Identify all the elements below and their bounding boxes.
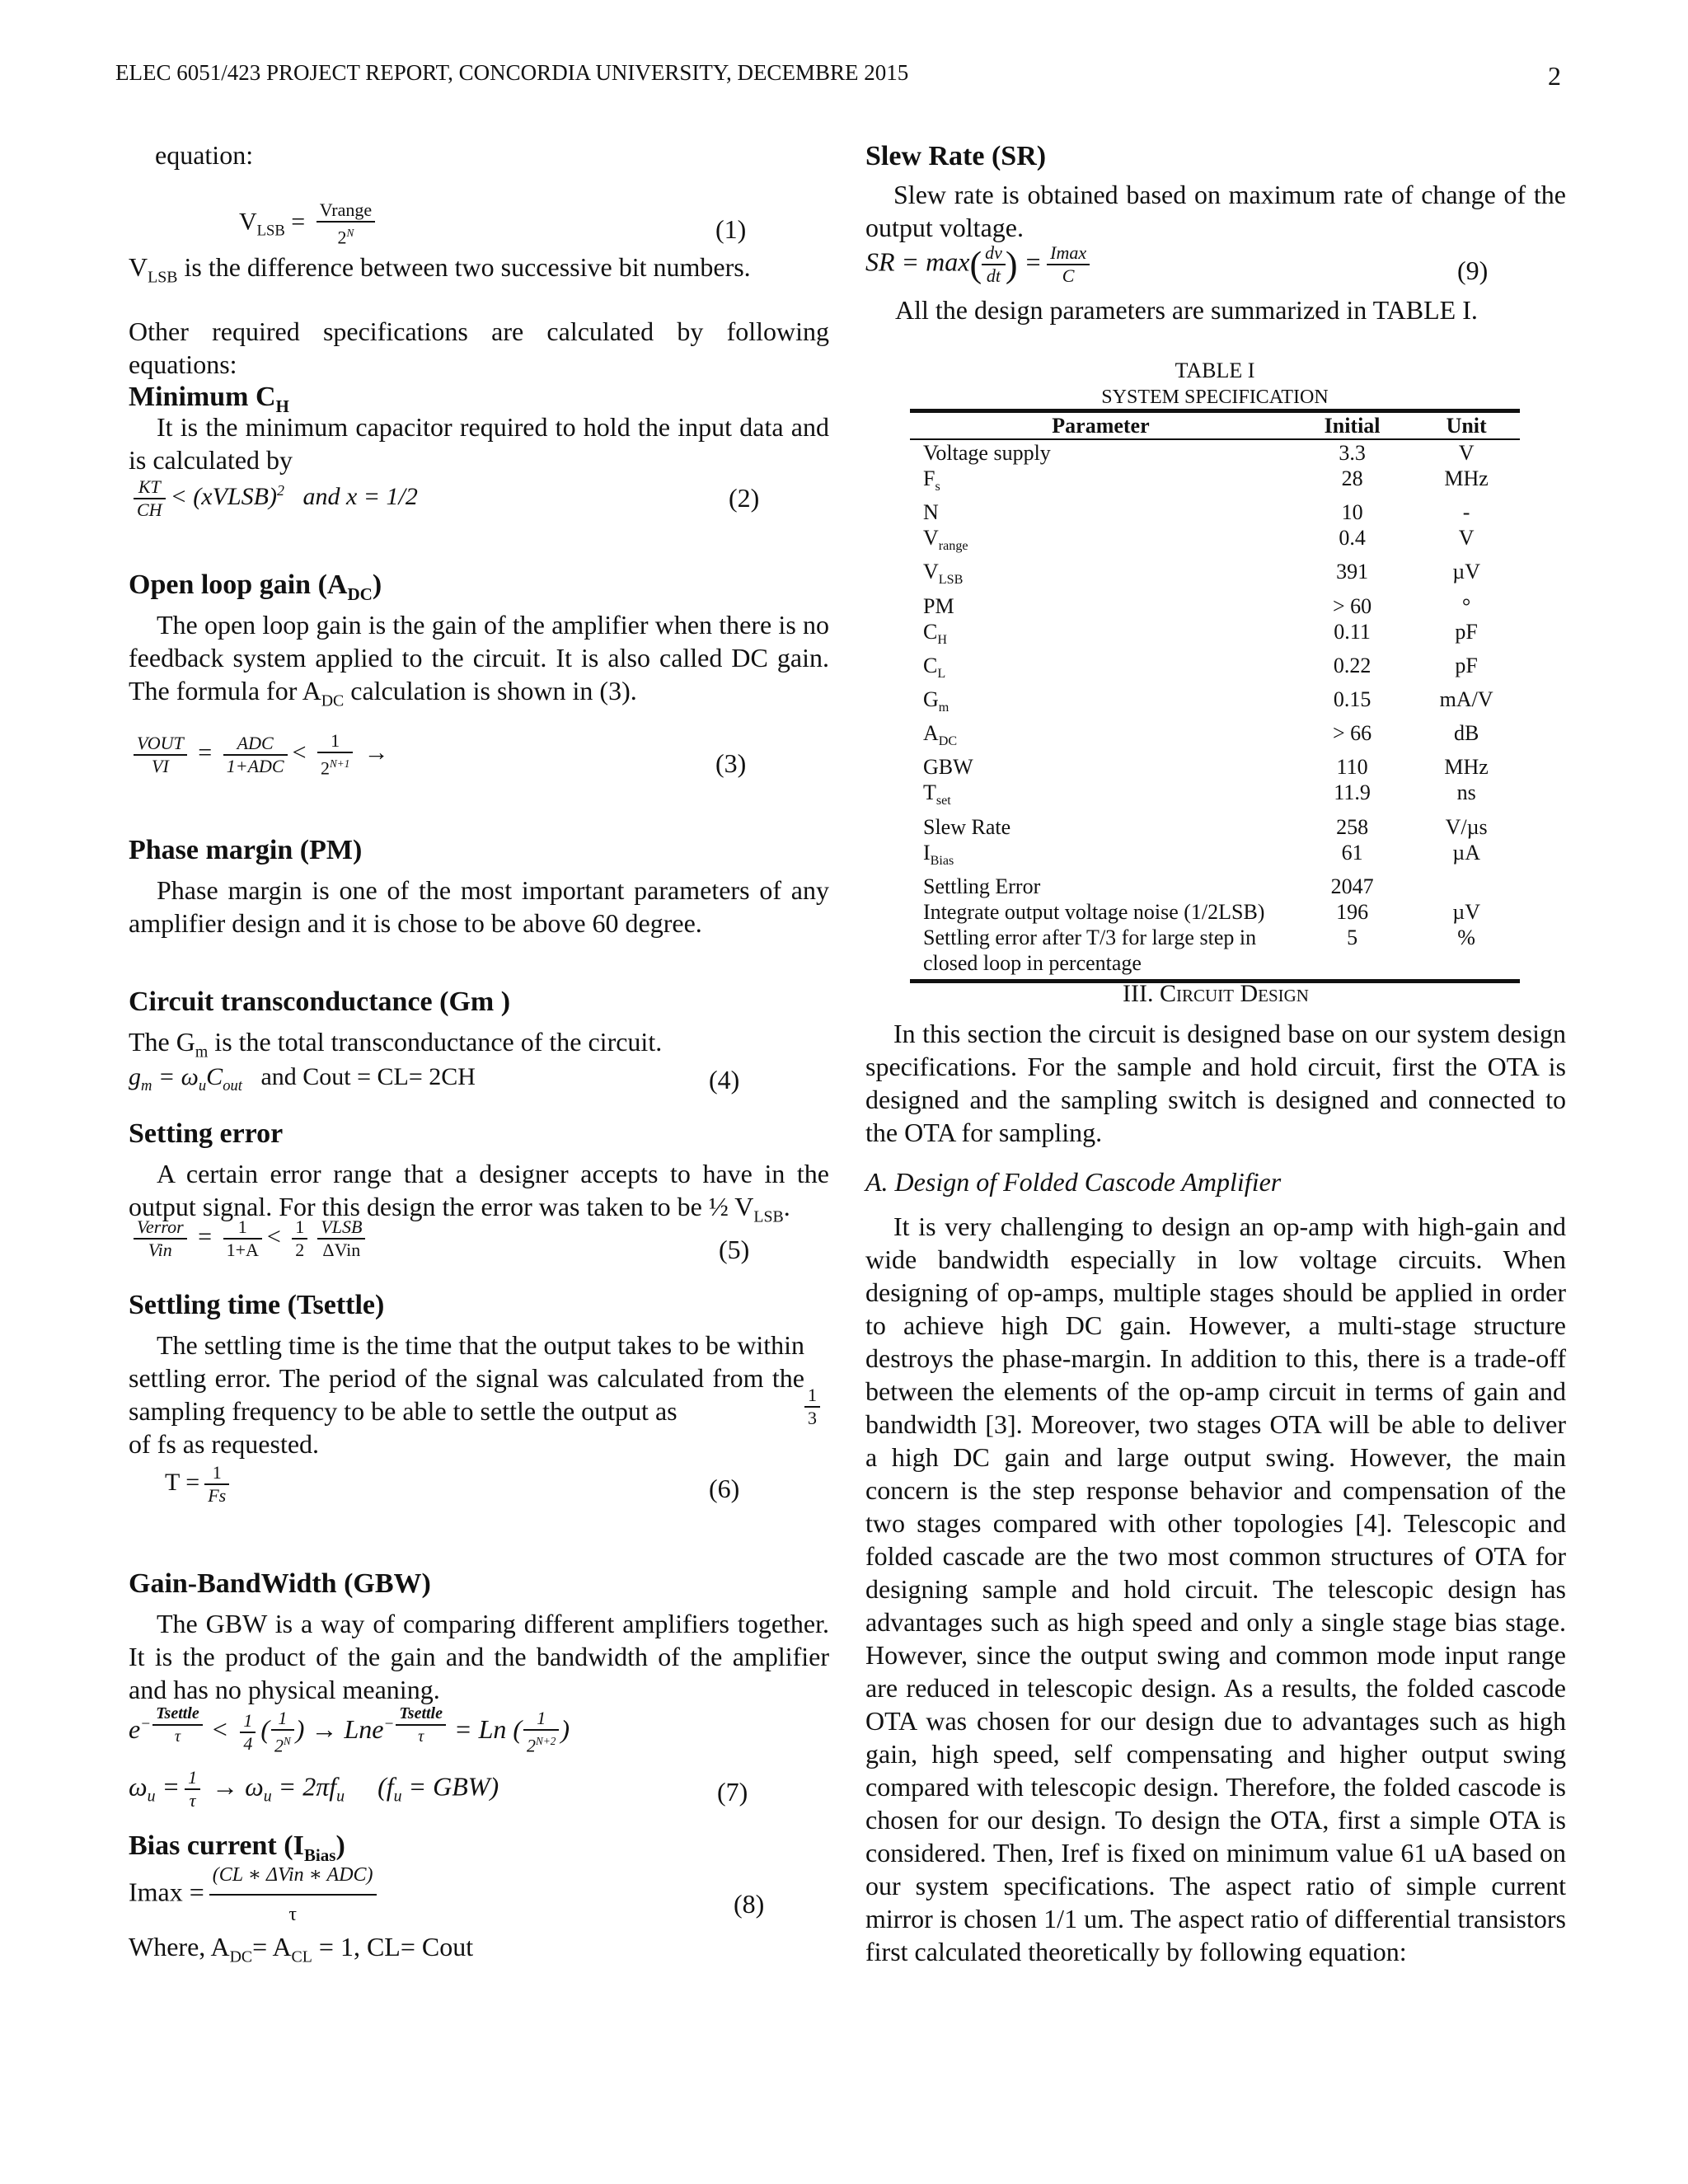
table-cell-unit: ns xyxy=(1456,780,1476,805)
where-line: Where, $A_{DC}= A_{CL} = 1$, CL= Cout xyxy=(129,1932,474,1966)
settling-time-text-end: of fs as requested. xyxy=(129,1429,320,1459)
table-cell-parameter: $F_s$ xyxy=(923,466,940,494)
bias-current-heading: Bias current $(I_{Bias})$ xyxy=(129,1830,345,1865)
table-cell-unit: V xyxy=(1458,526,1475,551)
table-cell-initial: 0.15 xyxy=(1333,687,1372,711)
table-cell-parameter: PM xyxy=(923,593,954,618)
table-cell-initial: 196 xyxy=(1336,899,1369,924)
table-cell-initial: 391 xyxy=(1336,560,1369,584)
equation-9: SR = max( $\frac{dv}{dt}$ ) = $\frac{Imax}{C}$ xyxy=(865,242,1095,287)
slew-rate-heading: Slew Rate (SR) xyxy=(865,141,1047,171)
table-cell-unit: MHz xyxy=(1444,755,1489,780)
table-caption: SYSTEM SPECIFICATION xyxy=(1101,387,1329,408)
setting-error-heading: Setting error xyxy=(129,1118,284,1149)
table-cell-unit: MHz xyxy=(1444,466,1489,490)
table-cell-unit: pF xyxy=(1455,653,1478,677)
table-cell-unit: pF xyxy=(1455,619,1478,644)
equation-9-label: (9) xyxy=(1457,255,1489,285)
table-cell-unit: - xyxy=(1462,500,1470,525)
table-cell-parameter: Settling Error xyxy=(923,874,1041,898)
equation-1-label: (1) xyxy=(715,214,747,244)
table-row xyxy=(910,653,1520,687)
subsection-text: It is very challenging to design an op-amp with high-gain and wide bandwidth especially in low voltage circuits. When designing of op-amps, multiple stages should be applied in order to achieve high DC gain. However, a multi-stage structure destroys the phase-margin. In addition to this, there is a trade-off between the elements of the op-amp circuit in terms of gain and bandwidth [3]. Moreover, two stages OTA will be able to deliver a high DC gain and large output swing. However, the main concern is the step response behavior and compensation of the two stages compared with other topologies [4]. Telescopic and folded cascade are the two most common structures of OTA for designing sample and hold circuit. The telescopic design has advantages such as high speed and only a single stage bias stage. However, since the output swing and common mode input range are reduced in telescopic design. As a results, the folded cascode OTA was chosen for our design due to advantages such as high gain, high speed, self compensating and higher output swing compared with telescopic design. Therefore, the folded cascode is chosen for our design. To design the OTA, first a simple OTA is considered. Then, Iref is fixed on minimum value 61 uA based on our system specifications. The aspect ratio of simple current mirror is chosen 1/1 um. The aspect ratio of differential transistors first calculated theoretically by following equation: xyxy=(865,1212,1566,1966)
table-header-parameter: Parameter xyxy=(910,411,1292,440)
table-cell-parameter: Integrate output voltage noise (1/2LSB) xyxy=(923,899,1265,924)
subsection-heading: A. Design of Folded Cascode Amplifier xyxy=(865,1167,1282,1197)
table-cell-unit: µA xyxy=(1452,840,1481,865)
table-cell-parameter: $I_{Bias}$ xyxy=(923,840,954,868)
equation-8: Imax = $\frac{\text{(CL ∗ ΔVin ∗ ADC)}}{\tau}$ xyxy=(129,1864,382,1925)
gbw-heading: Gain-BandWidth (GBW) xyxy=(129,1568,431,1599)
table-cell-unit: µV xyxy=(1452,560,1481,584)
table-cell-unit: dB xyxy=(1453,721,1479,746)
table-cell-parameter: Settling error after T/3 for large step in closed loop in percentage xyxy=(910,925,1292,982)
table-cell-unit xyxy=(1413,874,1520,899)
settling-time-fraction: $\frac{1}{3}$ xyxy=(804,1385,820,1429)
table-cell-unit: V/µs xyxy=(1445,814,1488,839)
specification-table xyxy=(910,409,1520,983)
equation-2: $\frac{KT}{CH}$ < (xVLSB)$^2$ and x = 1/2 xyxy=(129,476,418,521)
table-cell-parameter: $G_m$ xyxy=(923,687,950,715)
table-row xyxy=(910,525,1520,559)
table-cell-parameter: $T_{set}$ xyxy=(923,780,951,808)
table-cell-parameter: $V_{range}$ xyxy=(923,526,968,554)
table-cell-initial: 3.3 xyxy=(1339,441,1366,465)
vlsb-definition: $V_{LSB}$ is the difference between two successive bit numbers. xyxy=(129,252,751,287)
minimum-ch-text: It is the minimum capacitor required to hold the input data and is calculated by xyxy=(129,412,829,475)
table-row xyxy=(910,899,1520,925)
table-cell-parameter: $A_{DC}$ xyxy=(923,721,958,749)
table-cell-parameter: Slew Rate xyxy=(923,814,1011,839)
table-cell-initial: 5 xyxy=(1292,925,1413,982)
table-row xyxy=(910,720,1520,754)
table-cell-initial: 11.9 xyxy=(1334,780,1371,805)
table-row xyxy=(910,559,1520,593)
table-row xyxy=(910,840,1520,874)
table-cell-initial: 61 xyxy=(1341,840,1363,865)
table-cell-initial: 0.4 xyxy=(1339,526,1366,551)
table-cell-parameter: $V_{LSB}$ xyxy=(923,560,964,588)
running-title: ELEC 6051/423 PROJECT REPORT, CONCORDIA UNIVERSITY, DECEMBRE 2015 xyxy=(115,60,909,85)
table-header-unit: Unit xyxy=(1413,411,1520,440)
equation-8-label: (8) xyxy=(734,1889,765,1919)
table-cell-initial: 0.11 xyxy=(1334,619,1371,644)
table-header-row xyxy=(910,411,1520,440)
table-cell-initial: 0.22 xyxy=(1333,653,1372,677)
table-cell-parameter: GBW xyxy=(923,755,973,780)
table-row xyxy=(910,466,1520,499)
equation-intro: equation: xyxy=(155,140,254,170)
table-label: TABLE I xyxy=(1175,359,1255,382)
table-row xyxy=(910,619,1520,653)
settling-time-heading: Settling time (Tsettle) xyxy=(129,1290,385,1320)
equation-5-label: (5) xyxy=(719,1235,750,1264)
transconductance-heading: Circuit transconductance (Gm ) xyxy=(129,987,511,1017)
setting-error-text: A certain error range that a designer accepts to have in the output signal. For this design the error was taken to be ½ $V_{LSB}$. xyxy=(129,1159,829,1226)
equation-1: $V_{LSB}$ = $\frac{\text{Vrange}}{2^N}$ xyxy=(239,199,380,248)
table-row xyxy=(910,439,1520,466)
table-cell-initial: 258 xyxy=(1336,814,1369,839)
table-cell-unit: mA/V xyxy=(1439,687,1493,711)
table-cell-unit: V xyxy=(1458,441,1475,465)
transconductance-text: The $G_m$ is the total transconductance of the circuit. xyxy=(129,1027,663,1062)
equation-3: $\frac{\text{VOUT}}{VI}$ = $\frac{\text{ADC}}{\text{1+ADC}}$ < $\frac{1}{2^{N+1}}$ → xyxy=(129,730,389,779)
table-cell-initial: 28 xyxy=(1341,466,1363,490)
equation-4-label: (4) xyxy=(709,1065,740,1094)
table-cell-parameter: N xyxy=(923,500,939,525)
table-cell-unit: % xyxy=(1413,925,1520,982)
equation-5: $\frac{\text{Verror}}{\text{Vin}}$ = $\frac{1}{1+A}$ < $\frac{1}{2}$ $\frac{\text{VLSB}}{\text{ΔVin}}$ xyxy=(129,1216,370,1261)
table-cell-parameter: $C_H$ xyxy=(923,619,947,647)
equation-3-label: (3) xyxy=(715,748,747,778)
table-row xyxy=(910,925,1520,982)
table-cell-initial: > 60 xyxy=(1332,593,1372,618)
equation-6: T = $\frac{1}{Fs}$ xyxy=(165,1462,234,1507)
table-cell-initial: > 66 xyxy=(1332,721,1372,746)
section-text: In this section the circuit is designed base on our system design specifications. For the sample and hold circuit, first the OTA is designed and the sampling switch is designed and connected to the OTA for sampling. xyxy=(865,1019,1566,1147)
table-cell-unit: ° xyxy=(1461,593,1471,618)
table-summary-text: All the design parameters are summarized in TABLE I. xyxy=(895,295,1478,325)
table-row xyxy=(910,814,1520,840)
table-cell-initial: 10 xyxy=(1341,500,1363,525)
open-loop-gain-heading: Open loop gain $(A_{DC})$ xyxy=(129,569,382,604)
equation-6-label: (6) xyxy=(709,1474,740,1503)
gbw-text: The GBW is a way of comparing different amplifiers together. It is the product of the gain and the bandwidth of the amplifier and has no physical meaning. xyxy=(129,1609,829,1704)
phase-margin-heading: Phase margin (PM) xyxy=(129,835,363,865)
equation-2-label: (2) xyxy=(729,483,760,513)
table-row xyxy=(910,593,1520,619)
table-cell-unit: µV xyxy=(1452,899,1481,924)
table-cell-initial: 110 xyxy=(1336,755,1368,780)
other-specs-text: Other required specifications are calculated by following equations: xyxy=(129,316,829,379)
table-row xyxy=(910,499,1520,525)
equation-7b: $\omega_u$ = $\frac{1}{\tau}$ → $\omega_u = 2\pi f_u$ $(f_u = GBW)$ xyxy=(129,1767,499,1811)
settling-time-text: The settling time is the time that the output takes to be within settling error. The period of the signal was calculated from the sampling frequency to be able to settle the output as xyxy=(129,1330,804,1426)
section-heading: III. Circuit Design xyxy=(1123,980,1309,1007)
slew-rate-text: Slew rate is obtained based on maximum rate of change of the output voltage. xyxy=(865,180,1566,242)
table-row xyxy=(910,874,1520,899)
phase-margin-text: Phase margin is one of the most important parameters of any amplifier design and it is chose to be above 60 degree. xyxy=(129,875,829,938)
equation-4: $g_m = \omega_uC_{out}$ and Cout = CL= 2CH xyxy=(129,1063,476,1094)
equation-7-label: (7) xyxy=(717,1777,748,1807)
page-number: 2 xyxy=(1548,61,1561,91)
table-cell-parameter: Voltage supply xyxy=(923,441,1051,465)
open-loop-gain-text: The open loop gain is the gain of the amplifier when there is no feedback system applied to the circuit. It is also called DC gain. The formula for $A_{DC}$ calculation is shown in (3). xyxy=(129,610,829,710)
table-row xyxy=(910,687,1520,720)
table-header-initial: Initial xyxy=(1292,411,1413,440)
table-row xyxy=(910,754,1520,780)
table-cell-parameter: $C_L$ xyxy=(923,653,946,681)
minimum-ch-heading: Minimum $C_H$ xyxy=(129,382,289,416)
equation-7a: $e^{- \frac{\text{Tsettle}}{\tau}}$ < $\frac{1}{4}$ ( $\frac{1}{2^N}$ ) → Lne$^{- \frac{\text{Tsettle}}{\tau}}$ = Ln ( $\frac{1}{2^{N+2}}$ ) xyxy=(129,1704,570,1756)
table-cell-initial: 2047 xyxy=(1330,874,1374,898)
table-row xyxy=(910,780,1520,813)
